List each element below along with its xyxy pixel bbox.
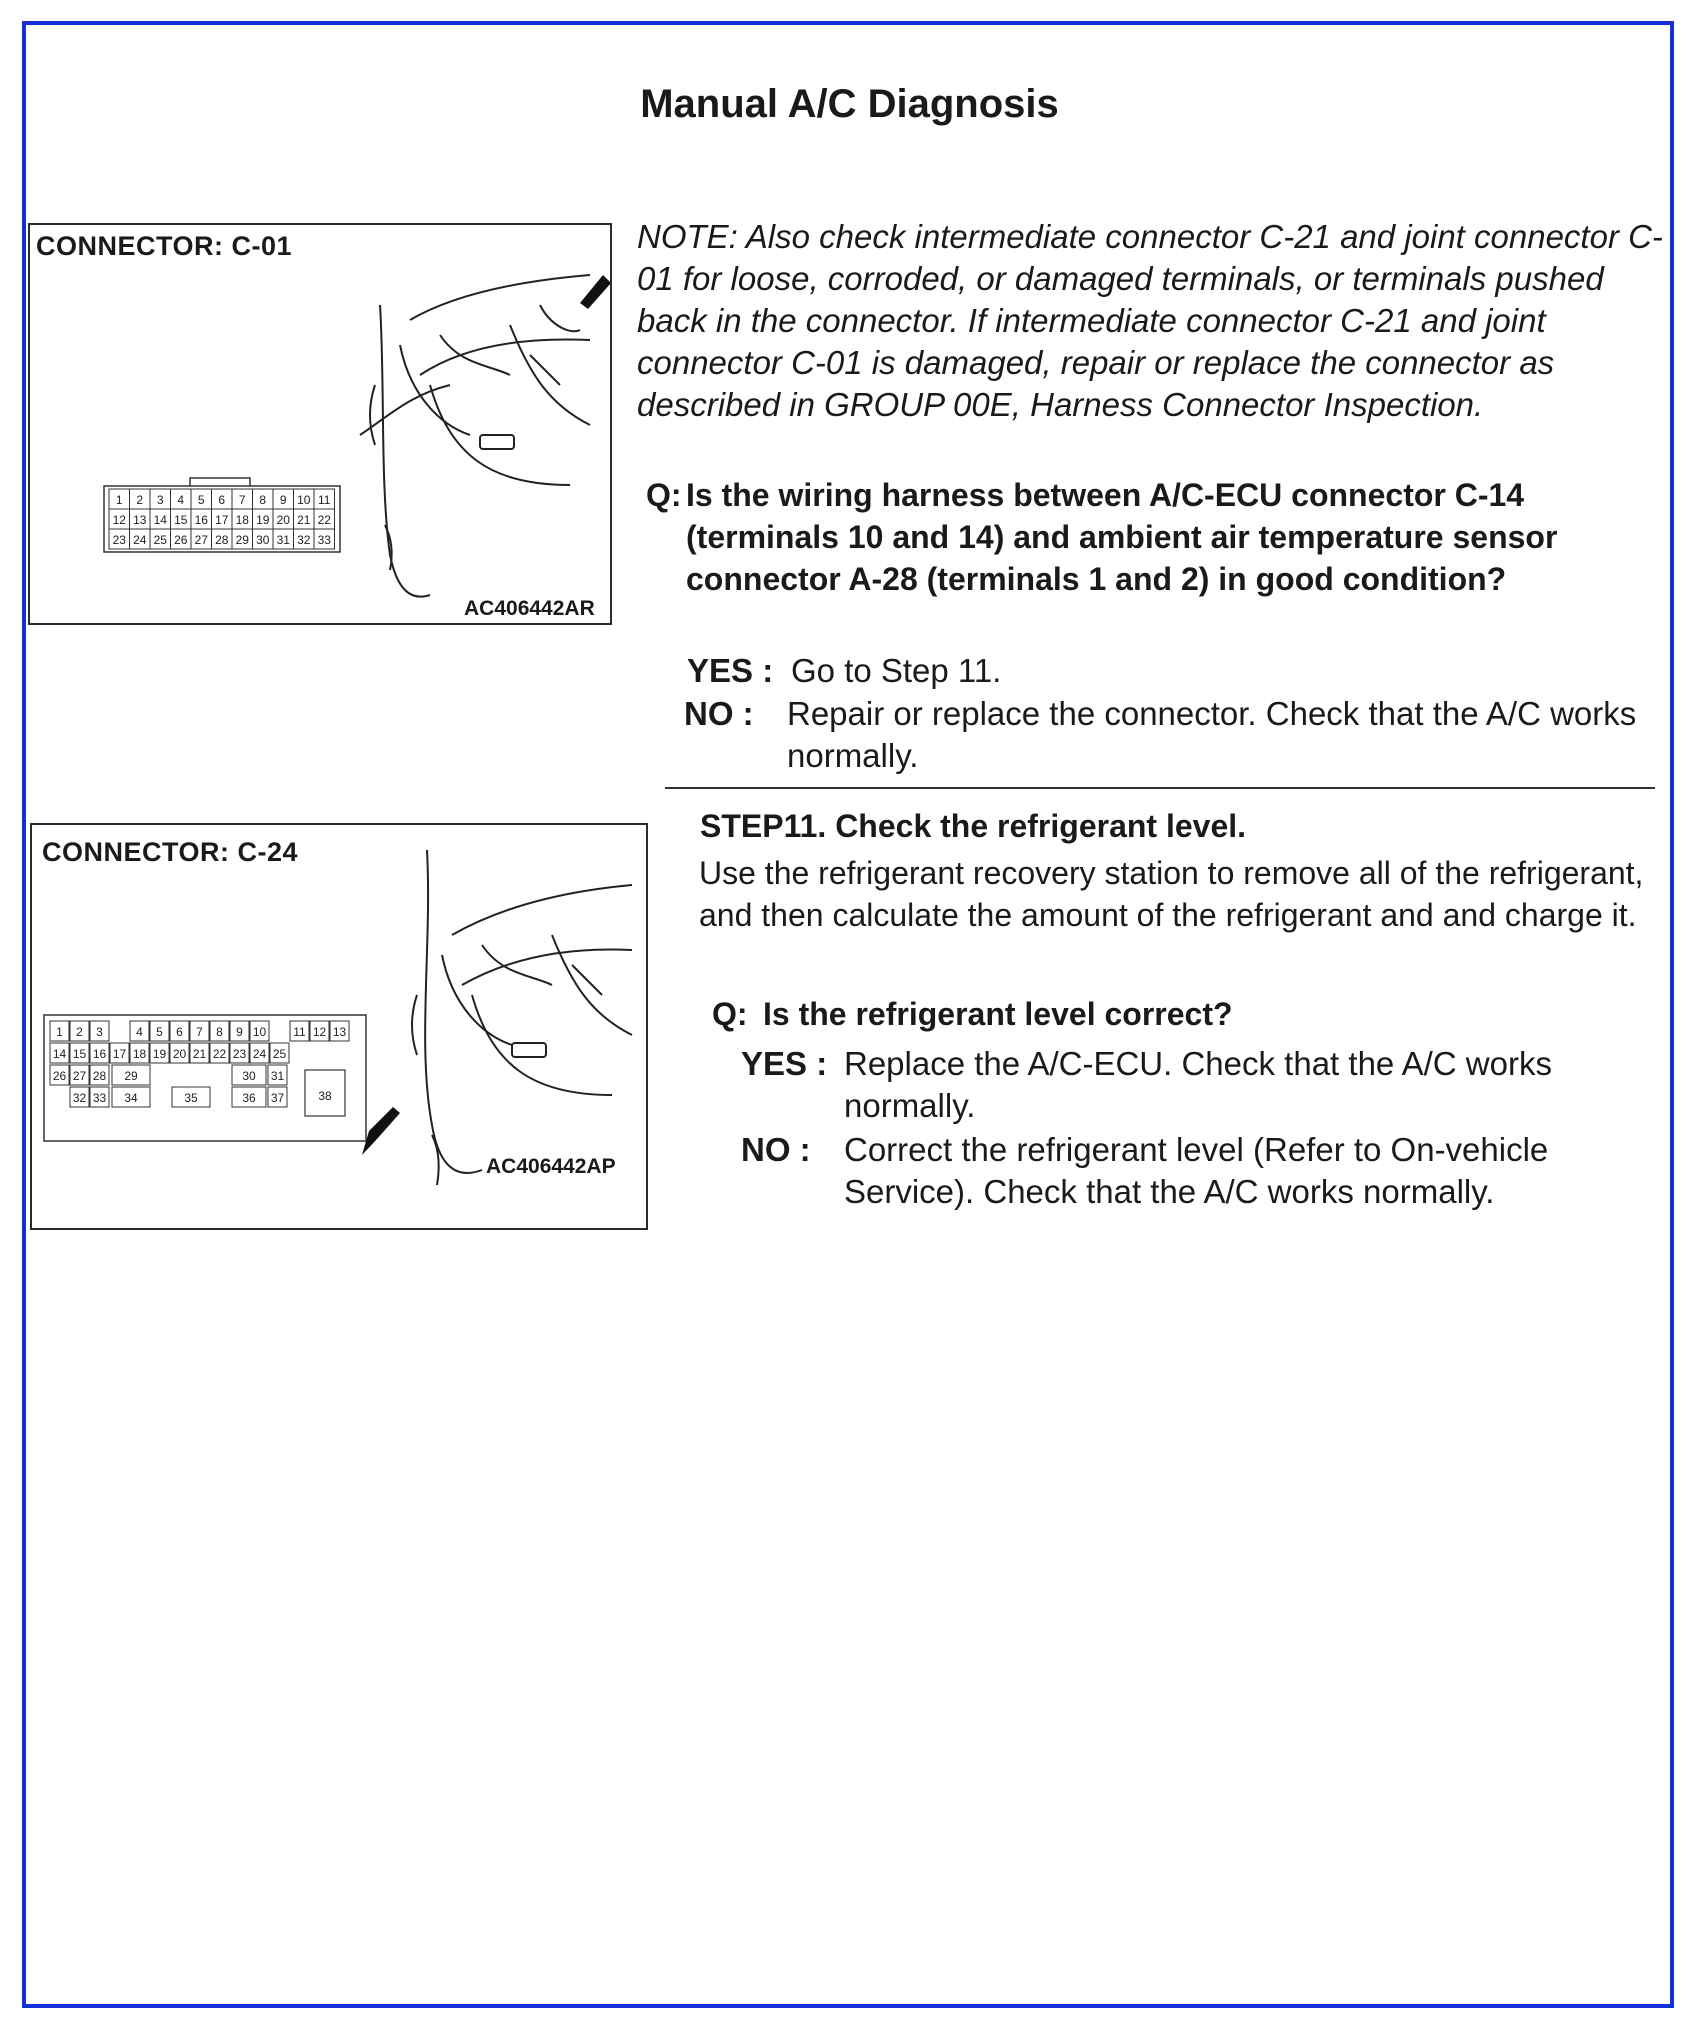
question-2 [712,993,1612,1037]
connector-c01-caption: CONNECTOR: C-01 [36,231,293,261]
harness-drawing-c01 [360,275,590,597]
pin-label: 37 [270,1091,285,1105]
pin-label: 29 [124,1069,138,1083]
pin-label: 34 [124,1091,138,1105]
pin-label: 21 [297,513,311,527]
no-text: Correct the refrigerant level (Refer to On-vehicle Service). Check that the A/C works normally. [844,1131,1549,1210]
pin-label: 31 [270,1069,285,1083]
no-label: NO : [684,695,754,732]
pin-label: 3 [96,1025,103,1039]
pin-label: 11 [318,493,331,507]
harness-drawing-c24 [412,850,632,1185]
yes-text: Go to Step 11. [791,652,1002,689]
pin-label: 12 [312,1025,327,1039]
pin-label: 38 [318,1089,332,1103]
connector-c24-figure [30,823,648,1230]
pin-label: 30 [256,533,270,547]
pin-label: 18 [235,513,249,527]
pin-label: 24 [133,533,147,547]
pin-label: 12 [112,513,126,527]
note-paragraph: NOTE: Also check intermediate connector C-21 and joint connector C-01 for loose, corroded, or damaged terminals, or terminals pushed back in the connector. If intermediate connector C-21 and joint connector C-01 is damaged, repair or replace the connector as described in GROUP 00E, Harness Connector Inspection. [637,218,1663,423]
pin-label: 10 [297,493,311,507]
pin-label: 23 [232,1047,247,1061]
pin-label: 16 [92,1047,107,1061]
pin-label: 15 [174,513,188,527]
pin-label: 18 [132,1047,147,1061]
pin-label: 2 [76,1025,83,1039]
connector-c24-pins [50,1021,349,1107]
pin-label: 25 [153,533,167,547]
pin-label: 36 [242,1091,256,1105]
pin-label: 10 [252,1025,267,1039]
section-divider [665,787,1655,789]
pin-label: 19 [256,513,270,527]
connector-c24-code: AC406442AP [486,1155,616,1178]
arrow-icon [580,275,610,309]
connector-c01-figure [28,223,612,625]
pin-label: 31 [276,533,290,547]
pin-label: 5 [156,1025,163,1039]
pin-label: 5 [197,493,205,507]
pin-label: 14 [153,513,167,527]
question-1 [646,474,1676,644]
pin-label: 27 [194,533,208,547]
pin-label: 33 [317,533,331,547]
pin-label: 28 [92,1069,107,1083]
pin-label: 16 [194,513,208,527]
step-title: STEP11. Check the refrigerant level. [700,808,1247,844]
pin-label: 19 [152,1047,167,1061]
pin-label: 17 [112,1047,127,1061]
pin-label: 4 [136,1025,143,1039]
pin-label: 27 [72,1069,87,1083]
pin-label: 9 [236,1025,243,1039]
pin-label: 23 [112,533,126,547]
connector-c01-diagram [30,225,610,623]
connector-c01-pins [109,489,335,549]
pin-label: 33 [92,1091,107,1105]
pin-label: 25 [272,1047,287,1061]
connector-c01-code: AC406442AR [464,597,595,620]
no-label: NO : [741,1131,811,1168]
pin-label: 29 [235,533,249,547]
yes-text: Replace the A/C-ECU. Check that the A/C works normally. [844,1045,1552,1124]
pin-label: 17 [215,513,229,527]
pin-label: 26 [174,533,188,547]
pin-label: 32 [72,1091,87,1105]
pin-label: 26 [52,1069,67,1083]
pin-label: 15 [72,1047,87,1061]
pin-label: 30 [242,1069,256,1083]
pin-label: 32 [297,533,311,547]
pin-label: 1 [56,1025,63,1039]
pin-label: 14 [52,1047,67,1061]
yes-label: YES : [741,1045,828,1082]
connector-c24-caption: CONNECTOR: C-24 [42,837,299,867]
pin-label: 9 [279,493,287,507]
question-2-label: Q: [712,996,748,1032]
pin-label: 11 [293,1025,306,1039]
pin-label: 4 [177,493,185,507]
pin-label: 24 [252,1047,267,1061]
pin-label: 20 [172,1047,187,1061]
pin-label: 3 [156,493,164,507]
pin-label: 7 [196,1025,203,1039]
pin-label: 21 [192,1047,207,1061]
pin-label: 2 [136,493,144,507]
pin-label: 22 [212,1047,227,1061]
pin-label: 6 [176,1025,183,1039]
question-2-text: Is the refrigerant level correct? [763,996,1233,1032]
pin-label: 8 [259,493,267,507]
pin-label: 13 [133,513,147,527]
pin-label: 7 [238,493,246,507]
pin-label: 6 [218,493,226,507]
step-body: Use the refrigerant recovery station to remove all of the refrigerant, and then calculate the amount of the refrigerant and and charge it. [699,855,1644,933]
no-text: Repair or replace the connector. Check that the A/C works normally. [787,695,1637,774]
question-1-text: Is the wiring harness between A/C-ECU connector C-14 (terminals 10 and 14) and ambient air temperature sensor connector A-28 (terminals 1 and 2) in good condition? [686,477,1558,597]
page-title: Manual A/C Diagnosis [640,82,1059,126]
pin-label: 20 [276,513,290,527]
pin-label: 35 [184,1091,198,1105]
question-1-label: Q: [646,477,682,513]
pin-label: 22 [317,513,331,527]
pin-label: 1 [115,493,123,507]
pin-label: 13 [332,1025,347,1039]
arrow-icon [362,1107,400,1155]
pin-label: 8 [216,1025,223,1039]
connector-c01-latch [190,478,250,486]
pin-label: 28 [215,533,229,547]
yes-label: YES : [687,652,774,689]
